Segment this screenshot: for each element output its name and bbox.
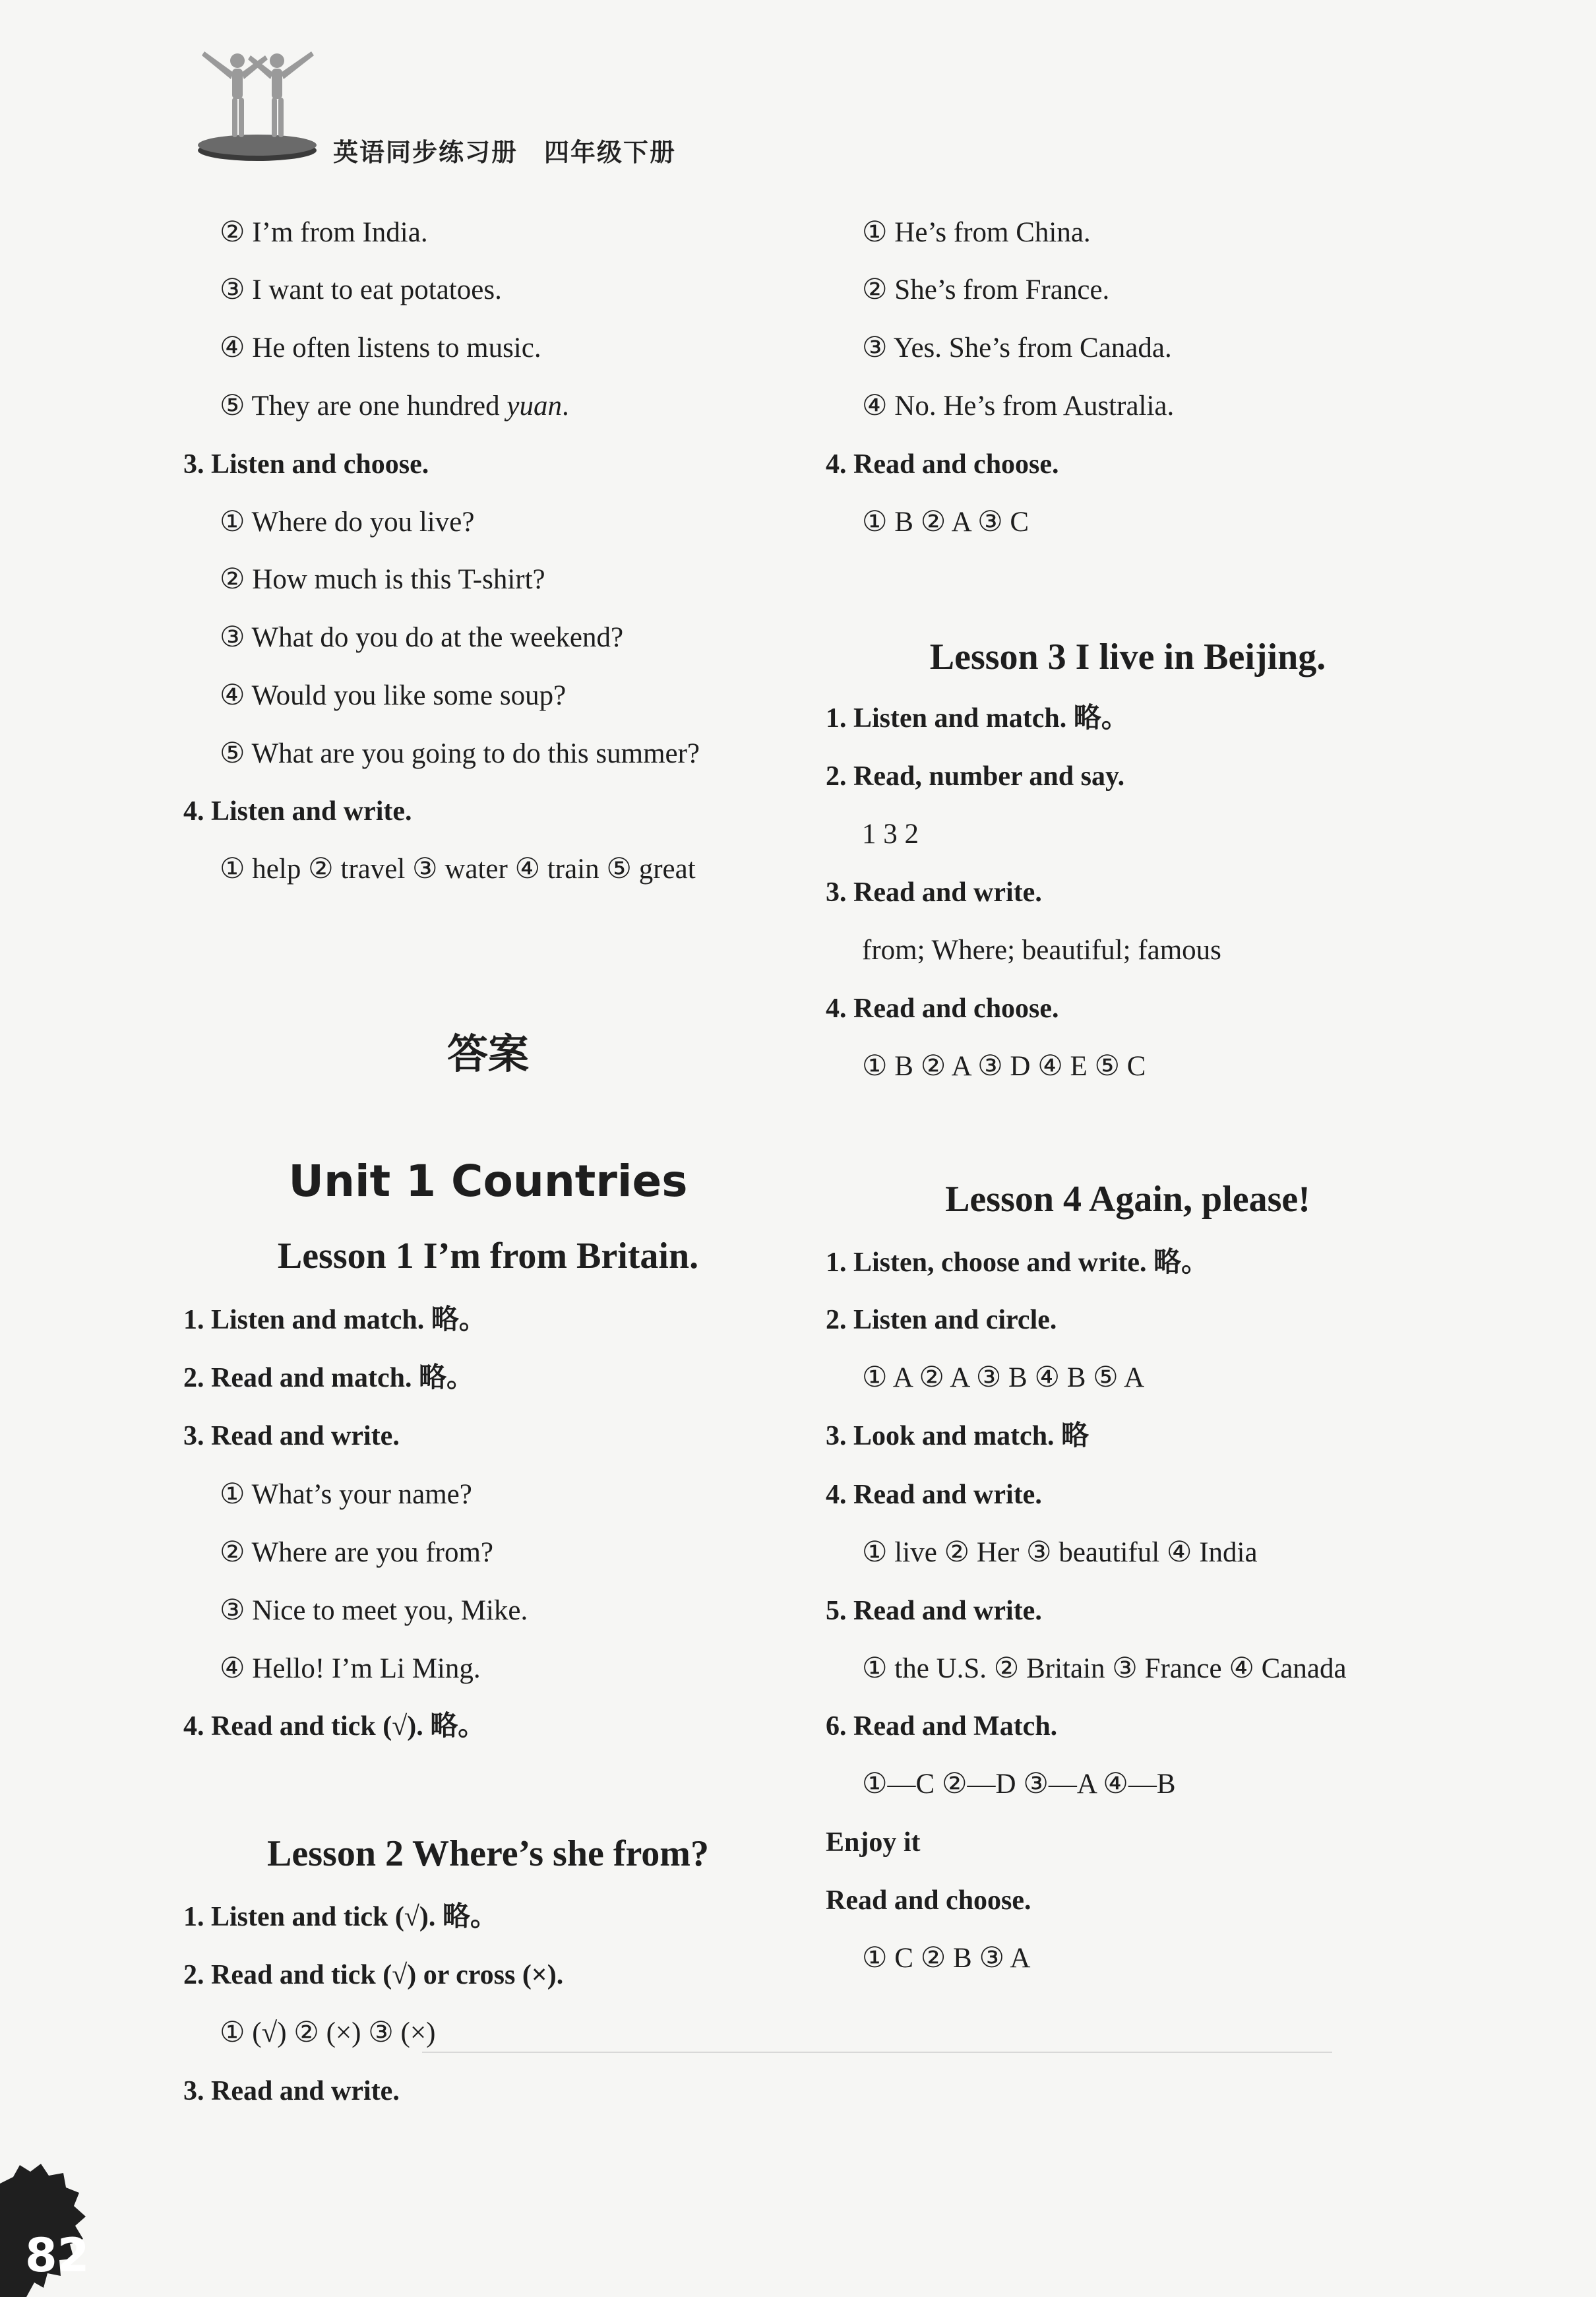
answer-item: ④ He often listens to music. [220, 332, 541, 363]
answer-item: ① He’s from China. [862, 217, 1091, 248]
lesson-title: Lesson 1 I’m from Britain. [277, 1236, 699, 1276]
answer-item: ⑤ What are you going to do this summer? [220, 738, 700, 769]
section-heading: Enjoy it [826, 1827, 921, 1858]
book-title: 英语同步练习册 四年级下册 [333, 138, 677, 167]
page-number: 82 [25, 2228, 90, 2282]
answer-line: 1 3 2 [862, 819, 919, 850]
answer-item: ④ Hello! I’m Li Ming. [220, 1653, 481, 1684]
answer-item: ③ What do you do at the weekend? [220, 622, 624, 653]
question-heading: 2. Listen and circle. [826, 1305, 1057, 1335]
answer-line: ① B ② A ③ D ④ E ⑤ C [862, 1051, 1146, 1082]
answer-line: ① help ② travel ③ water ④ train ⑤ great [220, 854, 696, 885]
question-heading: 3. Look and match. 略 [826, 1421, 1090, 1451]
answer-item: ④ Would you like some soup? [220, 680, 567, 711]
question-heading: 3. Read and write. [183, 1421, 400, 1451]
question-heading: 4. Read and choose. [826, 993, 1059, 1024]
question-heading: 3. Read and write. [183, 2076, 400, 2106]
answer-item: ② How much is this T-shirt? [220, 564, 545, 595]
lesson-title: Lesson 4 Again, please! [945, 1179, 1310, 1220]
question-heading: 1. Listen and match. 略。 [826, 703, 1129, 734]
answer-item: ② She’s from France. [862, 274, 1110, 305]
question-heading: 4. Listen and write. [183, 796, 412, 827]
answer-item: ⑤ They are one hundred yuan. [220, 391, 569, 422]
question-heading: 2. Read and tick (√) or cross (×). [183, 1960, 564, 1990]
answer-item: ② I’m from India. [220, 217, 428, 248]
answer-line: ① live ② Her ③ beautiful ④ India [862, 1537, 1258, 1568]
question-heading: 2. Read, number and say. [826, 761, 1125, 792]
question-heading: 1. Listen, choose and write. 略。 [826, 1247, 1209, 1278]
question-heading: 3. Listen and choose. [183, 449, 429, 480]
divider [422, 2052, 1332, 2053]
answer-item: ① What’s your name? [220, 1479, 472, 1510]
answer-item: ③ I want to eat potatoes. [220, 274, 502, 305]
answer-item: ③ Nice to meet you, Mike. [220, 1595, 528, 1626]
answer-line: from; Where; beautiful; famous [862, 935, 1221, 966]
lesson-title: Lesson 2 Where’s she from? [267, 1833, 709, 1874]
answer-line: ① C ② B ③ A [862, 1943, 1031, 1974]
answer-line: ① (√) ② (×) ③ (×) [220, 2017, 436, 2048]
question-heading: 4. Read and choose. [826, 449, 1059, 480]
question-heading: 4. Read and write. [826, 1480, 1042, 1510]
answer-item: ② Where are you from? [220, 1537, 494, 1568]
question-heading: 1. Listen and match. 略。 [183, 1305, 487, 1335]
answer-line: ① A ② A ③ B ④ B ⑤ A [862, 1362, 1145, 1393]
unit-title: Unit 1 Countries [288, 1156, 688, 1207]
answer-item: ① Where do you live? [220, 507, 475, 538]
answer-line: ①—C ②—D ③—A ④—B [862, 1769, 1176, 1800]
question-heading: 2. Read and match. 略。 [183, 1363, 475, 1393]
question-heading: 3. Read and write. [826, 877, 1042, 908]
answer-line: ① the U.S. ② Britain ③ France ④ Canada [862, 1653, 1347, 1684]
question-heading: 5. Read and write. [826, 1596, 1042, 1626]
answer-item: ④ No. He’s from Australia. [862, 391, 1175, 422]
answers-heading: 答案 [446, 1030, 529, 1078]
question-heading: 6. Read and Match. [826, 1711, 1058, 1742]
question-heading: 1. Listen and tick (√). 略。 [183, 1902, 498, 1932]
dancers-logo-icon [191, 46, 323, 172]
lesson-title: Lesson 3 I live in Beijing. [929, 637, 1326, 677]
answer-item: ③ Yes. She’s from Canada. [862, 332, 1172, 363]
answer-line: ① B ② A ③ C [862, 507, 1029, 538]
question-heading: Read and choose. [826, 1885, 1031, 1916]
question-heading: 4. Read and tick (√). 略。 [183, 1711, 486, 1742]
